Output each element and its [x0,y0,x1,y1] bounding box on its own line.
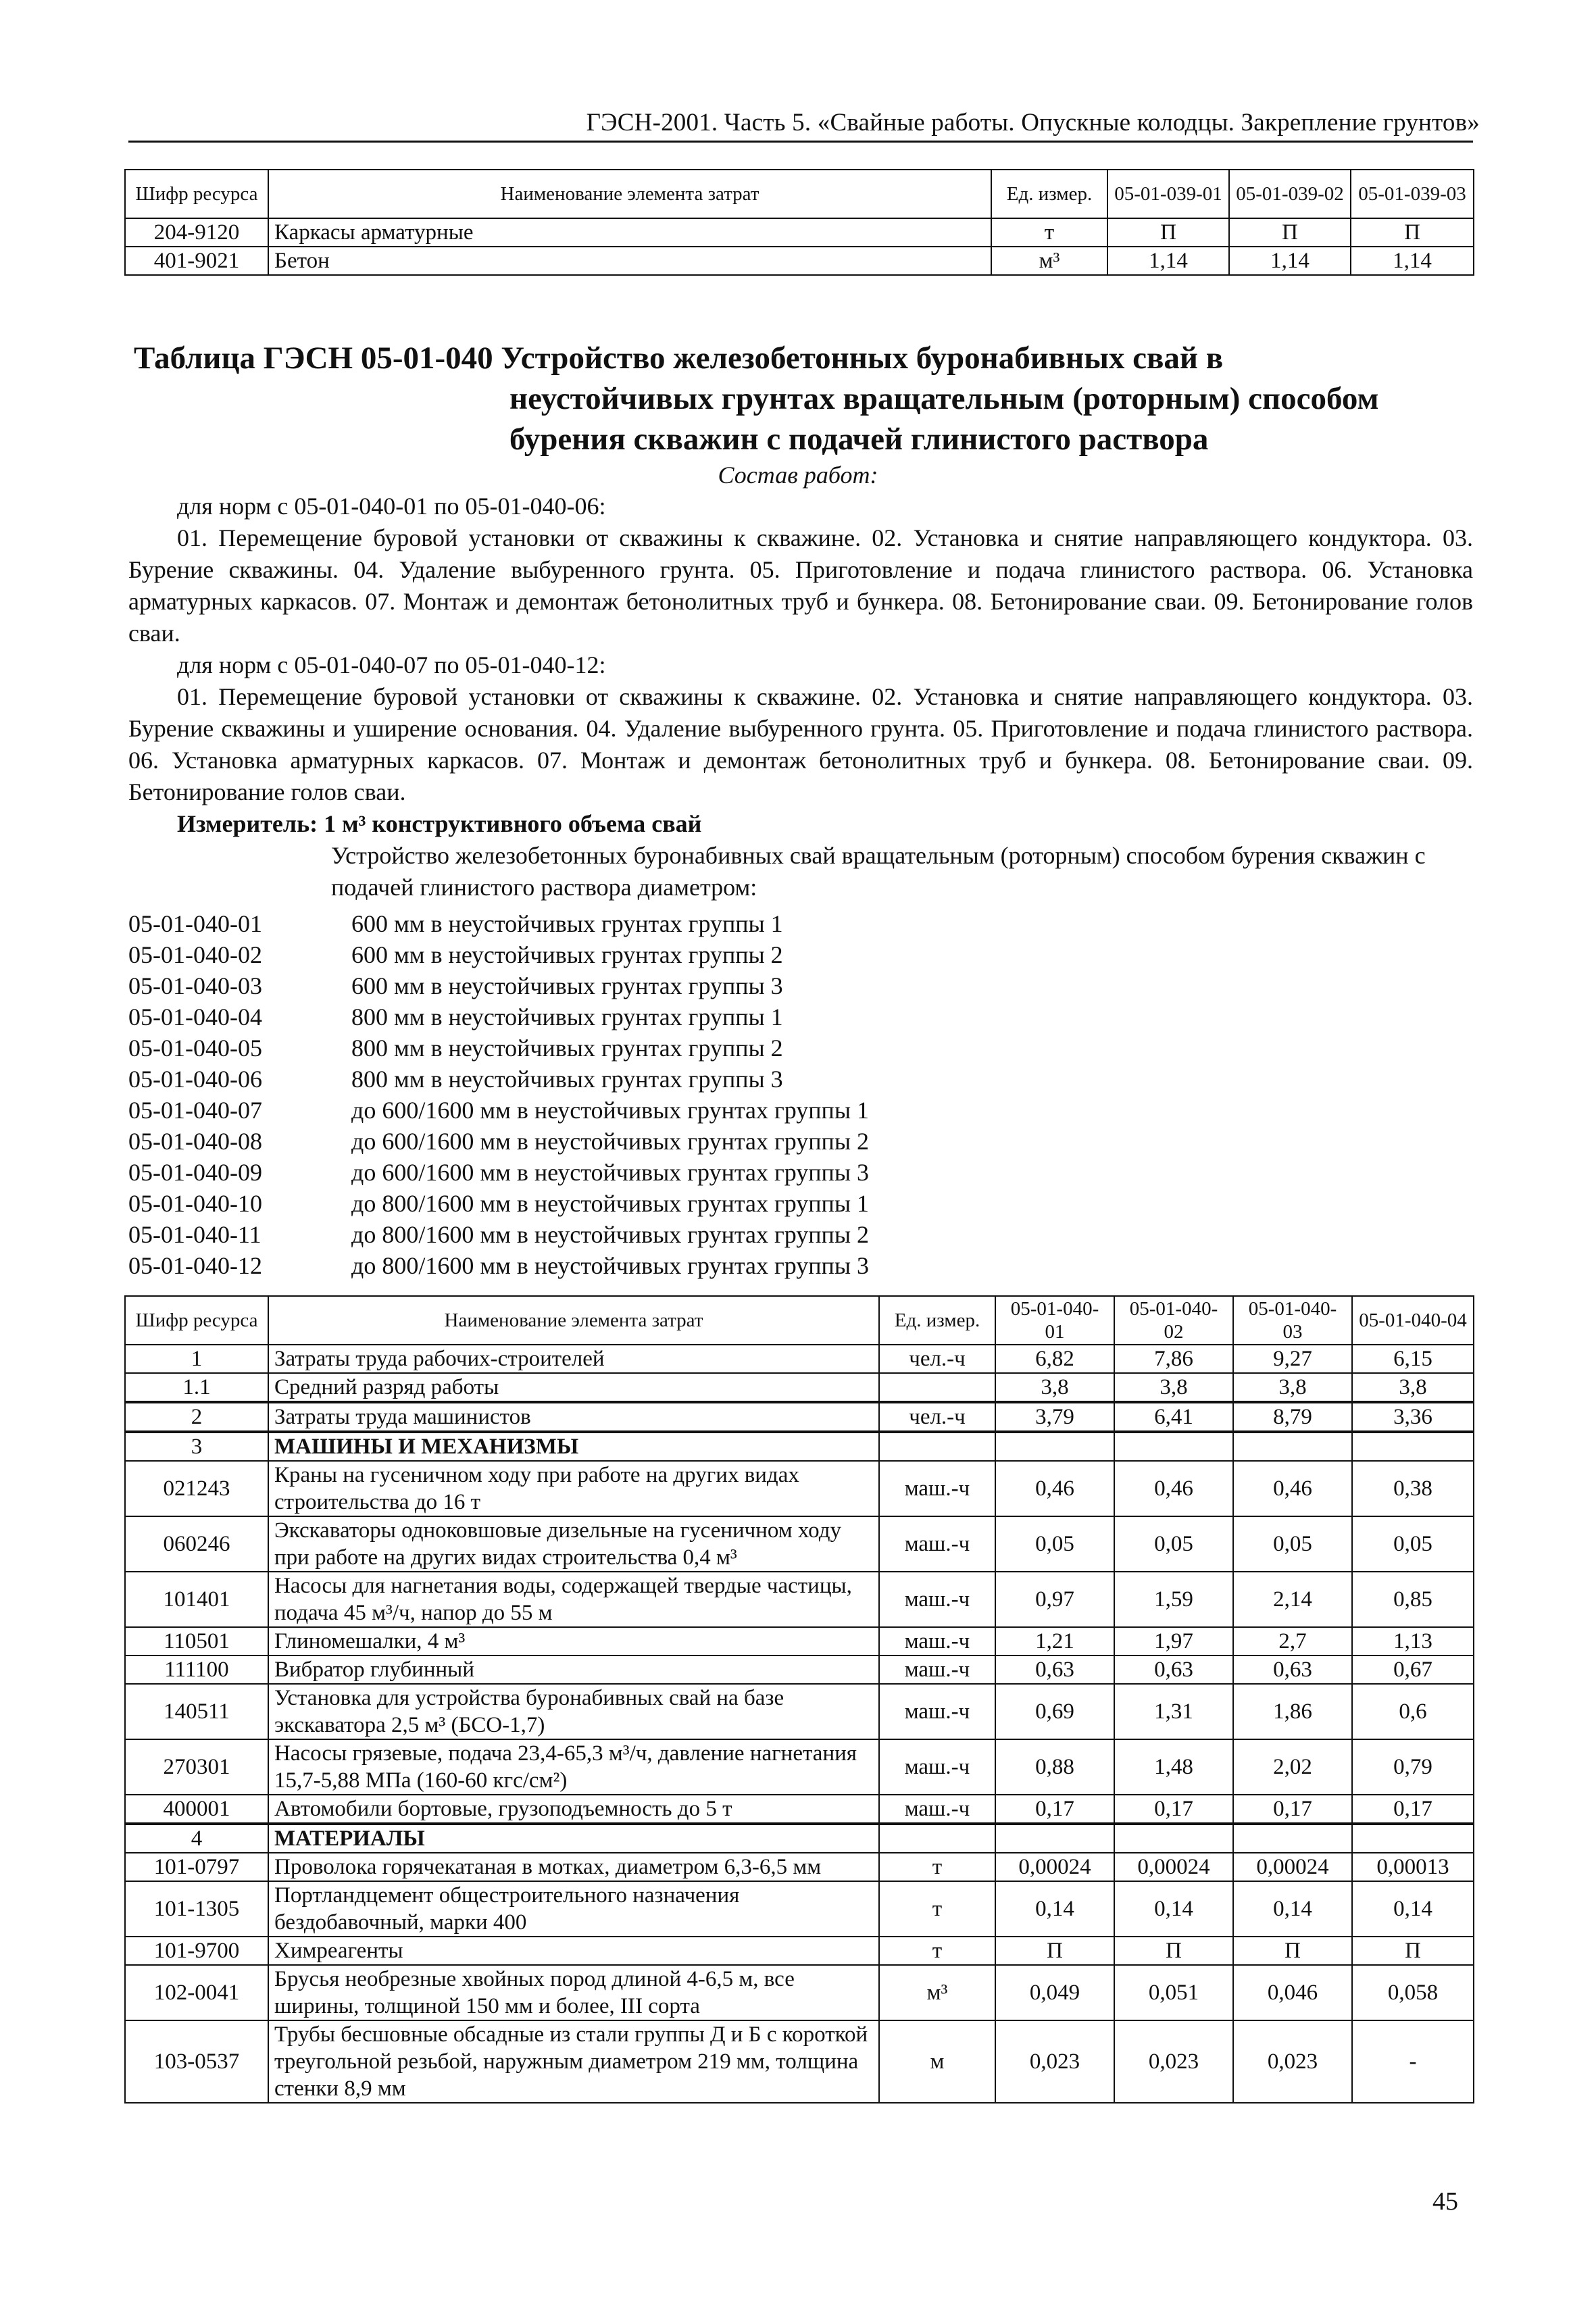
cell-unit: маш.-ч [879,1684,995,1739]
cell-code: 021243 [125,1461,268,1516]
norm-code: 05-01-040-05 [128,1035,262,1062]
cell-value: П [995,1937,1114,1965]
cell-value: 3,8 [1233,1373,1352,1402]
cell-unit: маш.-ч [879,1572,995,1627]
norm-code: 05-01-040-09 [128,1159,262,1186]
table-row [125,218,1474,247]
norm-code: 05-01-040-12 [128,1252,262,1279]
cell-code: 3 [125,1432,268,1461]
header-col: 05-01-039-03 [1351,170,1474,218]
norm-desc: 800 мм в неустойчивых грунтах группы 1 [351,1003,783,1030]
cell-value: 3,8 [1352,1373,1474,1402]
page-number: 45 [1432,2187,1458,2216]
cell-value: 0,05 [1352,1516,1474,1572]
cell-code: 140511 [125,1684,268,1739]
table-row [125,1402,1474,1432]
list-item [128,1250,1473,1281]
cell-value: П [1352,1937,1474,1965]
cell-value: 0,69 [995,1684,1114,1739]
list-item [128,1064,1473,1095]
cell-value [1352,1824,1474,1853]
cell-value: 0,051 [1114,1965,1233,2020]
cell-name: Затраты труда рабочих-строителей [268,1345,879,1373]
cell-code: 101-1305 [125,1881,268,1937]
cell-name: Каркасы арматурные [268,218,991,247]
cell-code: 204-9120 [125,218,268,247]
work-set-lead: для норм с 05-01-040-07 по 05-01-040-12: [177,651,606,678]
table-row [125,1881,1474,1937]
cell-value: 0,63 [1114,1656,1233,1684]
cell-name: Затраты труда машинистов [268,1402,879,1432]
cell-unit: маш.-ч [879,1461,995,1516]
cell-name: Бетон [268,247,991,275]
norm-code: 05-01-040-07 [128,1097,262,1124]
norm-list [128,908,1473,1281]
running-header: ГЭСН-2001. Часть 5. «Свайные работы. Опускные колодцы. Закрепление грунтов» [586,109,1480,136]
header-rule [128,141,1473,143]
cell-unit: чел.-ч [879,1345,995,1373]
table-row [125,1684,1474,1739]
cell-value: 1,14 [1107,247,1229,275]
norm-code: 05-01-040-08 [128,1128,262,1155]
cell-value: 0,05 [1233,1516,1352,1572]
norm-desc: 600 мм в неустойчивых грунтах группы 2 [351,941,783,968]
header-col: 05-01-040-04 [1352,1296,1474,1345]
cell-name: Портландцемент общестроительного назначения бездобавочный, марки 400 [268,1881,879,1937]
main-table-body [125,1345,1474,2103]
table-row [125,1345,1474,1373]
cell-value: 1,48 [1114,1739,1233,1795]
list-item [128,1095,1473,1126]
cell-unit: маш.-ч [879,1656,995,1684]
cell-value: 0,17 [1114,1795,1233,1824]
cell-value: 0,67 [1352,1656,1474,1684]
cell-value: 0,023 [1233,2020,1352,2103]
work-composition [128,491,1473,903]
cell-value [1114,1432,1233,1461]
cell-value: 7,86 [1114,1345,1233,1373]
work-set-lead: для норм с 05-01-040-01 по 05-01-040-06: [177,493,606,520]
cell-code: 1.1 [125,1373,268,1402]
list-item [128,1032,1473,1064]
work-set-text: 01. Перемещение буровой установки от скважины к скважине. 02. Установка и снятие направляющего кондуктора. 03. Бурение скважины и уширение основания. 04. Удаление выбуренного грунта. 05. Приготовление и подача глинистого раствора. 06. Установка арматурных каркасов. 07. Монтаж и демонтаж бетонолитных труб и бункера. 08. Бетонирование сваи. 09. Бетонирование голов сваи. [128,683,1473,805]
header-code: Шифр ресурса [125,1296,268,1345]
table-row [125,1627,1474,1656]
cell-value: 0,05 [995,1516,1114,1572]
cell-value: 0,00024 [1233,1853,1352,1881]
main-resource-table [124,1295,1474,2104]
header-col: 05-01-039-02 [1229,170,1351,218]
table-header-row [125,170,1474,218]
cell-code: 102-0041 [125,1965,268,2020]
list-item [128,908,1473,939]
cell-name: Экскаваторы одноковшовые дизельные на гусеничном ходу при работе на других видах строительства 0,4 м³ [268,1516,879,1572]
cell-value: 0,46 [995,1461,1114,1516]
cell-value: 0,14 [1352,1881,1474,1937]
cell-value: 8,79 [1233,1402,1352,1432]
cell-value: 6,82 [995,1345,1114,1373]
cell-name: Глиномешалки, 4 м³ [268,1627,879,1656]
cell-value: 0,023 [995,2020,1114,2103]
cell-code: 401-9021 [125,247,268,275]
norm-intro: Устройство железобетонных буронабивных свай вращательным (роторным) способом бурения скважин с подачей глинистого раствора диаметром: [331,842,1426,901]
cell-value: 0,049 [995,1965,1114,2020]
table-row [125,1572,1474,1627]
cell-value [995,1824,1114,1853]
cell-value [1233,1824,1352,1853]
cell-value: 6,41 [1114,1402,1233,1432]
cell-unit: т [879,1881,995,1937]
cell-name: Вибратор глубинный [268,1656,879,1684]
cell-value: П [1229,218,1351,247]
cell-code: 1 [125,1345,268,1373]
header-code: Шифр ресурса [125,170,268,218]
cell-code: 101-9700 [125,1937,268,1965]
cell-value: 1,97 [1114,1627,1233,1656]
norm-code: 05-01-040-03 [128,972,262,999]
cell-value: 0,00013 [1352,1853,1474,1881]
cell-name: Химреагенты [268,1937,879,1965]
cell-value: 0,00024 [1114,1853,1233,1881]
cell-value [1233,1432,1352,1461]
table-row [125,1432,1474,1461]
cell-unit: маш.-ч [879,1627,995,1656]
cell-value [1352,1432,1474,1461]
cell-value: 2,7 [1233,1627,1352,1656]
cell-value: 0,17 [1233,1795,1352,1824]
cell-value [1114,1824,1233,1853]
table-row [125,2020,1474,2103]
measure-line: Измеритель: 1 м³ конструктивного объема свай [177,810,702,837]
table-row [125,1824,1474,1853]
cell-name: Установка для устройства буронабивных свай на базе экскаватора 2,5 м³ (БСО-1,7) [268,1684,879,1739]
cell-value: П [1351,218,1474,247]
cell-unit: м [879,2020,995,2103]
cell-value: 6,15 [1352,1345,1474,1373]
title-line: бурения скважин с подачей глинистого раствора [509,422,1209,457]
cell-name: Насосы грязевые, подача 23,4-65,3 м³/ч, давление нагнетания 15,7-5,88 МПа (160-60 кгс/см²) [268,1739,879,1795]
work-set-text: 01. Перемещение буровой установки от скважины к скважине. 02. Установка и снятие направляющего кондуктора. 03. Бурение скважины. 04. Удаление выбуренного грунта. 05. Приготовление и подача глинистого раствора. 06. Установка арматурных каркасов. 07. Монтаж и демонтаж бетонолитных труб и бункера. 08. Бетонирование сваи. 09. Бетонирование голов сваи. [128,524,1473,647]
title-line: Таблица ГЭСН 05-01-040 Устройство железобетонных буронабивных свай в [134,341,1224,376]
cell-value: 0,63 [1233,1656,1352,1684]
cell-unit: т [991,218,1107,247]
cell-value: 2,02 [1233,1739,1352,1795]
cell-value: 0,63 [995,1656,1114,1684]
cell-value: 0,6 [1352,1684,1474,1739]
cell-value: 1,21 [995,1627,1114,1656]
table-row [125,1965,1474,2020]
cell-value: П [1107,218,1229,247]
list-item [128,1126,1473,1157]
cell-name: Насосы для нагнетания воды, содержащей твердые частицы, подача 45 м³/ч, напор до 55 м [268,1572,879,1627]
header-col: 05-01-040-02 [1114,1296,1233,1345]
norm-desc: 800 мм в неустойчивых грунтах группы 2 [351,1035,783,1062]
cell-unit [879,1824,995,1853]
norm-code: 05-01-040-04 [128,1003,262,1030]
top-resource-table [124,169,1474,276]
cell-value: 3,8 [995,1373,1114,1402]
cell-value: 0,38 [1352,1461,1474,1516]
cell-value: 0,00024 [995,1853,1114,1881]
cell-value: 1,86 [1233,1684,1352,1739]
cell-value: 3,36 [1352,1402,1474,1432]
table-title [134,338,1478,459]
norm-desc: до 800/1600 мм в неустойчивых грунтах группы 3 [351,1252,870,1279]
norm-desc: до 800/1600 мм в неустойчивых грунтах группы 1 [351,1190,870,1217]
cell-code: 270301 [125,1739,268,1795]
cell-name: Проволока горячекатаная в мотках, диаметром 6,3-6,5 мм [268,1853,879,1881]
cell-value: 1,13 [1352,1627,1474,1656]
cell-name: Средний разряд работы [268,1373,879,1402]
cell-code: 400001 [125,1795,268,1824]
list-item [128,1188,1473,1219]
cell-value: 0,46 [1114,1461,1233,1516]
cell-value: 0,85 [1352,1572,1474,1627]
table-header-row [125,1296,1474,1345]
cell-value: 0,17 [1352,1795,1474,1824]
cell-value: 0,14 [995,1881,1114,1937]
norm-desc: до 800/1600 мм в неустойчивых грунтах группы 2 [351,1221,870,1248]
header-unit: Ед. измер. [879,1296,995,1345]
list-item [128,939,1473,970]
cell-value: 3,79 [995,1402,1114,1432]
cell-value [995,1432,1114,1461]
cell-value: П [1114,1937,1233,1965]
cell-code: 101-0797 [125,1853,268,1881]
cell-name: Трубы бесшовные обсадные из стали группы Д и Б с короткой треугольной резьбой, наружным диаметром 219 мм, толщина стенки 8,9 мм [268,2020,879,2103]
header-col: 05-01-040-01 [995,1296,1114,1345]
cell-value: 3,8 [1114,1373,1233,1402]
cell-value: 0,17 [995,1795,1114,1824]
cell-name: Брусья необрезные хвойных пород длиной 4-6,5 м, все ширины, толщиной 150 мм и более, III сорта [268,1965,879,2020]
list-item [128,970,1473,1001]
cell-name: МАТЕРИАЛЫ [268,1824,879,1853]
norm-desc: 800 мм в неустойчивых грунтах группы 3 [351,1066,783,1093]
norm-code: 05-01-040-11 [128,1221,261,1248]
table-row [125,1853,1474,1881]
cell-unit: маш.-ч [879,1739,995,1795]
cell-value: 0,05 [1114,1516,1233,1572]
cell-value: 0,46 [1233,1461,1352,1516]
table-row [125,1795,1474,1824]
table-row [125,1516,1474,1572]
cell-code: 2 [125,1402,268,1432]
cell-value: 0,023 [1114,2020,1233,2103]
table-row [125,1937,1474,1965]
cell-unit: т [879,1853,995,1881]
cell-value: 1,14 [1351,247,1474,275]
norm-code: 05-01-040-01 [128,910,262,937]
cell-unit: чел.-ч [879,1402,995,1432]
list-item [128,1157,1473,1188]
cell-value: 0,97 [995,1572,1114,1627]
cell-unit [879,1432,995,1461]
norm-code: 05-01-040-02 [128,941,262,968]
cell-value: 0,14 [1114,1881,1233,1937]
cell-value: 1,59 [1114,1572,1233,1627]
cell-name: Автомобили бортовые, грузоподъемность до 5 т [268,1795,879,1824]
cell-unit: маш.-ч [879,1795,995,1824]
list-item [128,1001,1473,1032]
composition-subtitle: Состав работ: [718,462,878,489]
cell-value: 0,14 [1233,1881,1352,1937]
cell-value: 1,14 [1229,247,1351,275]
norm-code: 05-01-040-06 [128,1066,262,1093]
cell-value: П [1233,1937,1352,1965]
header-name: Наименование элемента затрат [268,1296,879,1345]
cell-name: Краны на гусеничном ходу при работе на других видах строительства до 16 т [268,1461,879,1516]
cell-value: 0,058 [1352,1965,1474,2020]
list-item [128,1219,1473,1250]
header-unit: Ед. измер. [991,170,1107,218]
cell-code: 4 [125,1824,268,1853]
cell-value: 0,046 [1233,1965,1352,2020]
table-row [125,1739,1474,1795]
title-line: неустойчивых грунтах вращательным (роторным) способом [509,381,1379,416]
cell-unit: м³ [991,247,1107,275]
norm-desc: до 600/1600 мм в неустойчивых грунтах группы 2 [351,1128,870,1155]
cell-code: 103-0537 [125,2020,268,2103]
cell-value: 9,27 [1233,1345,1352,1373]
cell-value: - [1352,2020,1474,2103]
cell-value: 0,88 [995,1739,1114,1795]
cell-unit: т [879,1937,995,1965]
norm-code: 05-01-040-10 [128,1190,262,1217]
cell-code: 111100 [125,1656,268,1684]
cell-name: МАШИНЫ И МЕХАНИЗМЫ [268,1432,879,1461]
table-row [125,247,1474,275]
cell-unit: м³ [879,1965,995,2020]
cell-unit [879,1373,995,1402]
cell-value: 0,79 [1352,1739,1474,1795]
cell-value: 2,14 [1233,1572,1352,1627]
norm-desc: до 600/1600 мм в неустойчивых грунтах группы 3 [351,1159,870,1186]
table-row [125,1373,1474,1402]
cell-code: 110501 [125,1627,268,1656]
cell-code: 101401 [125,1572,268,1627]
norm-desc: до 600/1600 мм в неустойчивых грунтах группы 1 [351,1097,870,1124]
norm-desc: 600 мм в неустойчивых грунтах группы 3 [351,972,783,999]
header-name: Наименование элемента затрат [268,170,991,218]
cell-code: 060246 [125,1516,268,1572]
header-col: 05-01-040-03 [1233,1296,1352,1345]
table-row [125,1461,1474,1516]
norm-desc: 600 мм в неустойчивых грунтах группы 1 [351,910,783,937]
table-row [125,1656,1474,1684]
header-col: 05-01-039-01 [1107,170,1229,218]
cell-unit: маш.-ч [879,1516,995,1572]
cell-value: 1,31 [1114,1684,1233,1739]
